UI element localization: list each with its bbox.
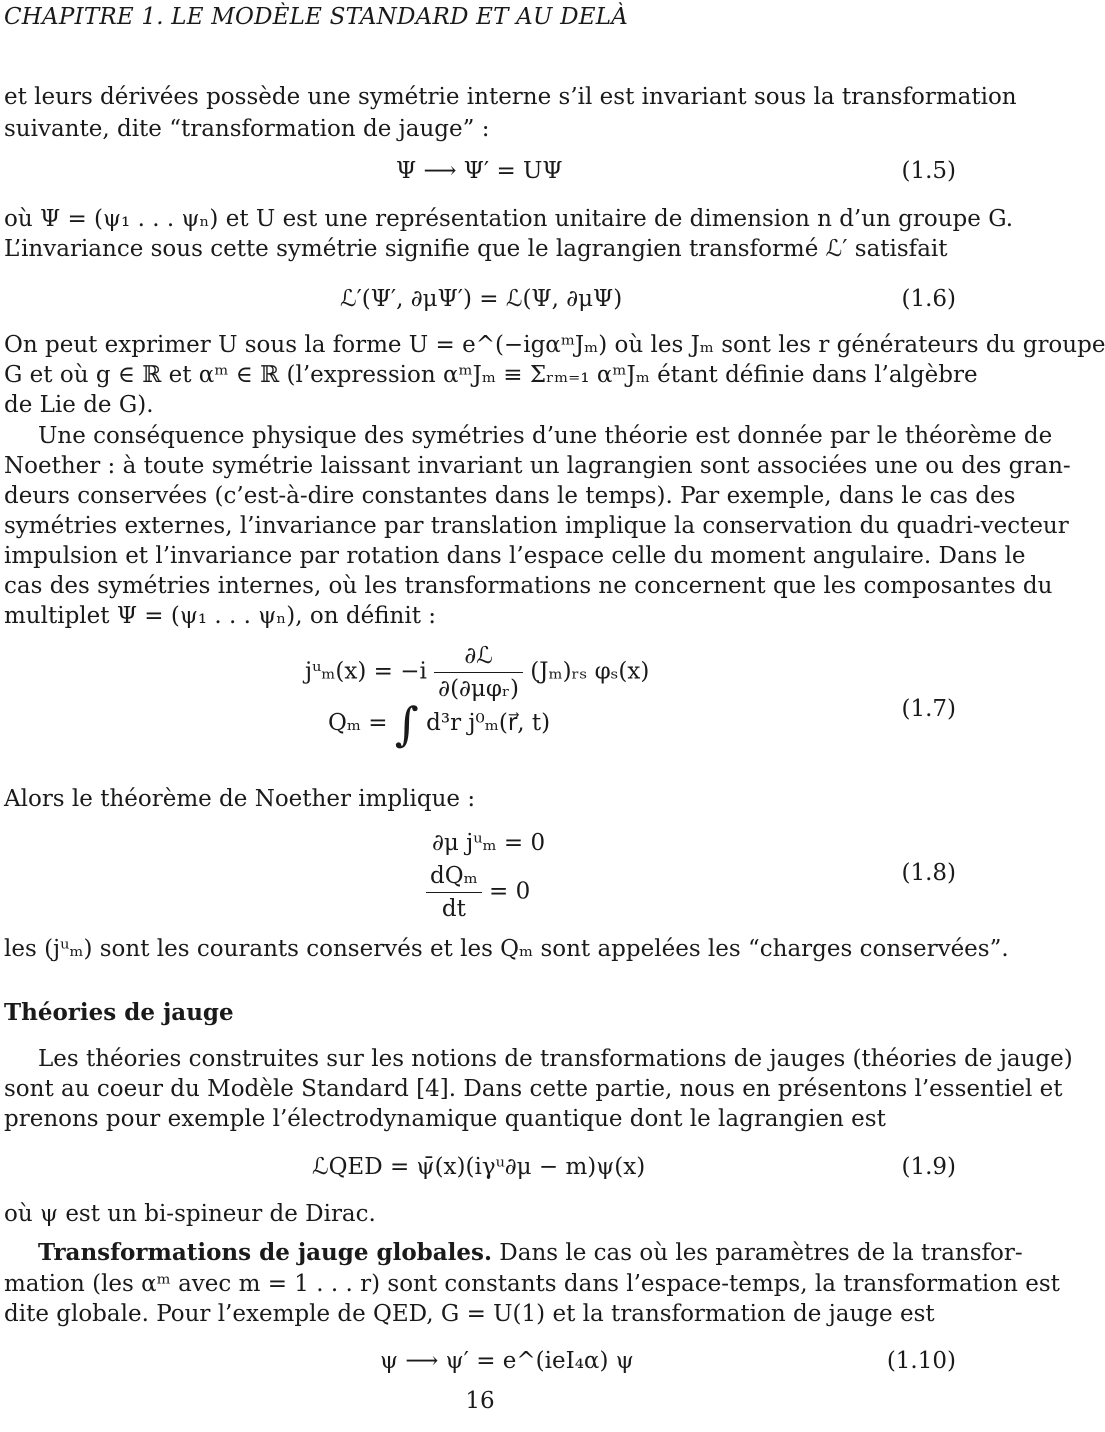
fraction-denominator: dt: [441, 896, 466, 922]
paragraph-line: sont au coeur du Modèle Standard [4]. Dans cette partie, nous en présentons l’essentiel et: [4, 1076, 1063, 1102]
fraction-numerator: dQₘ: [426, 860, 482, 893]
paragraph-line: dite globale. Pour l’exemple de QED, G = U(1) et la transformation de jauge est: [4, 1301, 935, 1327]
paragraph-line: les (jᵘₘ) sont les courants conservés et les Qₘ sont appelées les “charges conservées”.: [4, 936, 1009, 962]
eq-rhs: d³r j⁰ₘ(r⃗, t): [426, 710, 551, 736]
integral-sign: ∫: [394, 697, 419, 751]
paragraph-line: où ψ est un bi-spineur de Dirac.: [4, 1201, 376, 1227]
paragraph-line: prenons pour exemple l’électrodynamique quantique dont le lagrangien est: [4, 1106, 886, 1132]
equation-number: (1.7): [901, 696, 956, 722]
paragraph-line: Une conséquence physique des symétries d’une théorie est donnée par le théorème de: [38, 423, 1053, 449]
paragraph-line: Noether : à toute symétrie laissant invariant un lagrangien sont associées une ou des gran-: [4, 453, 1071, 479]
equation-1-10: ψ ⟶ ψ′ = e^(ieI₄α) ψ: [380, 1348, 634, 1374]
paragraph-text: Dans le cas où les paramètres de la transfor-: [491, 1240, 1023, 1266]
paragraph-line: suivante, dite “transformation de jauge” :: [4, 116, 490, 142]
paragraph-line: impulsion et l’invariance par rotation dans l’espace celle du moment angulaire. Dans le: [4, 543, 1026, 569]
paragraph-line: G et où g ∈ ℝ et αᵐ ∈ ℝ (l’expression αᵐJₘ ≡ Σᵣₘ₌₁ αᵐJₘ étant définie dans l’algèbre: [4, 362, 978, 388]
paragraph-line: On peut exprimer U sous la forme U = e^(−igαᵐJₘ) où les Jₘ sont les r générateurs du groupe: [4, 332, 1105, 358]
eq-lhs: Qₘ =: [328, 710, 388, 736]
paragraph-line: de Lie de G).: [4, 392, 154, 418]
paragraph-line: cas des symétries internes, où les transformations ne concernent que les composantes du: [4, 573, 1053, 599]
section-heading: Théories de jauge: [4, 999, 234, 1026]
running-header: CHAPITRE 1. LE MODÈLE STANDARD ET AU DELÀ: [4, 4, 628, 30]
page-number: 16: [465, 1388, 495, 1414]
paragraph-line: multiplet Ψ = (ψ₁ . . . ψₙ), on définit :: [4, 603, 436, 629]
fraction-numerator: ∂ℒ: [434, 640, 523, 673]
eq-fraction: [426, 860, 482, 925]
paragraph-line: Alors le théorème de Noether implique :: [4, 786, 476, 812]
equation-1-7a: [305, 640, 649, 705]
paragraph-line: symétries externes, l’invariance par translation implique la conservation du quadri-vecteur: [4, 513, 1069, 539]
eq-rhs: (Jₘ)ᵣₛ φₛ(x): [530, 658, 650, 685]
paragraph-line: où Ψ = (ψ₁ . . . ψₙ) et U est une représentation unitaire de dimension n d’un groupe G.: [4, 206, 1014, 232]
paragraph-line: deurs conservées (c’est-à-dire constantes dans le temps). Par exemple, dans le cas des: [4, 483, 1016, 509]
equation-1-5: Ψ ⟶ Ψ′ = UΨ: [396, 158, 563, 184]
equation-number: (1.5): [901, 158, 956, 184]
equation-1-7b: [328, 697, 551, 751]
eq-fraction: [434, 640, 523, 705]
equation-number: (1.9): [901, 1154, 956, 1180]
eq-rhs: = 0: [489, 878, 531, 905]
equation-number: (1.8): [901, 860, 956, 886]
paragraph-line: L’invariance sous cette symétrie signifie que le lagrangien transformé ℒ′ satisfait: [4, 236, 948, 262]
equation-1-9: ℒQED = ψ̄(x)(iγᵘ∂μ − m)ψ(x): [312, 1154, 646, 1180]
paragraph-line: et leurs dérivées possède une symétrie interne s’il est invariant sous la transformation: [4, 84, 1017, 110]
equation-number: (1.6): [901, 286, 956, 312]
fraction-denominator: ∂(∂μφᵣ): [438, 676, 519, 702]
equation-1-6: ℒ′(Ψ′, ∂μΨ′) = ℒ(Ψ, ∂μΨ): [340, 286, 623, 312]
paragraph-line: [38, 1238, 1023, 1268]
equation-number: (1.10): [886, 1348, 956, 1374]
eq-lhs: jᵘₘ(x) = −i: [305, 658, 427, 685]
equation-1-8a: ∂μ jᵘₘ = 0: [432, 830, 546, 856]
paragraph-line: Les théories construites sur les notions de transformations de jauges (théories de jauge): [38, 1046, 1073, 1072]
run-in-heading: Transformations de jauge globales.: [38, 1239, 492, 1266]
equation-1-8b: [426, 860, 530, 925]
paragraph-line: mation (les αᵐ avec m = 1 . . . r) sont constants dans l’espace-temps, la transformation est: [4, 1271, 1060, 1297]
